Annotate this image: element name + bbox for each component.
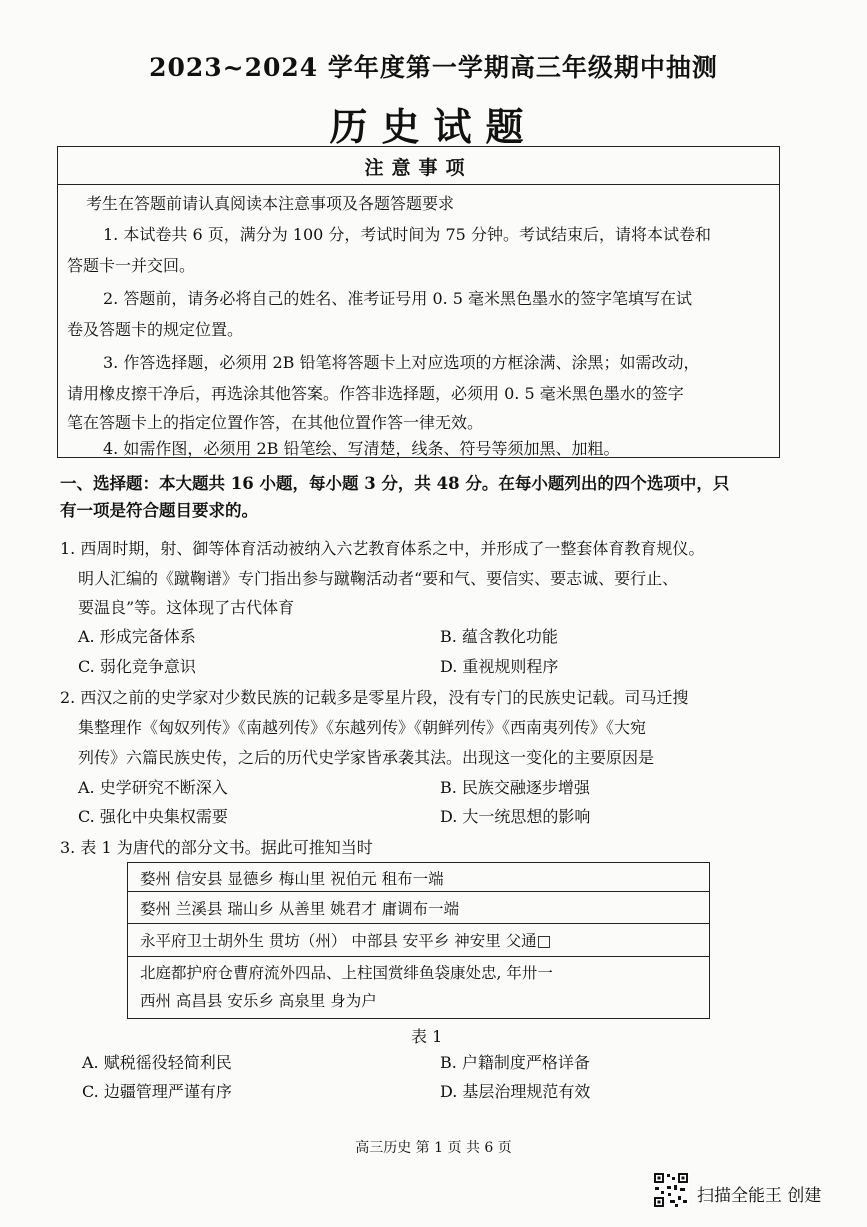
scanner-watermark: 扫描全能王 创建 [697,1186,822,1206]
notice-line: 请用橡皮擦干净后，再选涂其他答案。作答非选择题，必须用 0. 5 毫米黑色墨水的签字 [67,384,684,403]
question-2-option-a: A. 史学研究不断深入 [78,778,228,797]
subject-title: 历史试题 [329,104,538,149]
question-1-text: 明人汇编的《蹴鞠谱》专门指出参与蹴鞠活动者“要和气、要信实、要志诚、要行止、 [78,569,679,588]
question-2-text: 列传》六篇民族史传，之后的历代史学家皆承袭其法。出现这一变化的主要原因是 [78,748,655,767]
question-3-option-a: A. 赋税徭役轻简利民 [82,1053,232,1072]
section-heading: 一、选择题：本大题共 16 小题，每小题 3 分，共 48 分。在每小题列出的四个选项中，只 [60,474,730,493]
notice-line: 1. 本试卷共 6 页，满分为 100 分，考试时间为 75 分钟。考试结束后，请将本试卷和 [103,225,711,244]
question-3-option-c: C. 边疆管理严谨有序 [82,1082,232,1101]
notice-line: 答题卡一并交回。 [67,256,196,275]
question-2-text: 2. 西汉之前的史学家对少数民族的记载多是零星片段，没有专门的民族史记载。司马迁搜 [60,688,689,707]
notice-line: 考生在答题前请认真阅读本注意事项及各题答题要求 [86,194,455,213]
question-1-option-d: D. 重视规则程序 [440,657,559,676]
table-divider [128,956,709,957]
table-divider [128,891,709,892]
question-3-option-b: B. 户籍制度严格详备 [440,1053,590,1072]
question-1-option-c: C. 弱化竞争意识 [78,657,196,676]
qr-code-icon [653,1172,689,1208]
page-footer: 高三历史 第 1 页 共 6 页 [355,1140,512,1156]
table-row: 西州 高昌县 安乐乡 高泉里 身为户 [140,992,377,1010]
document-table [127,862,710,1019]
question-2-option-d: D. 大一统思想的影响 [440,807,591,826]
question-1-text: 要温良”等。这体现了古代体育 [78,598,295,617]
question-3-text: 3. 表 1 为唐代的部分文书。据此可推知当时 [60,838,373,857]
notice-line: 笔在答题卡上的指定位置作答，在其他位置作答一律无效。 [67,413,484,432]
table-divider [128,923,709,924]
exam-header-title: 2023~2024 学年度第一学期高三年级期中抽测 [149,53,718,82]
question-1-option-a: A. 形成完备体系 [78,627,196,646]
table-row: 北庭都护府仓曹府流外四品、上柱国赏绯鱼袋康处忠, 年卅一 [140,964,553,982]
question-1-text: 1. 西周时期，射、御等体育活动被纳入六艺教育体系之中，并形成了一整套体育教育规仪。 [60,539,705,558]
question-3-option-d: D. 基层治理规范有效 [440,1082,591,1101]
question-2-text: 集整理作《匈奴列传》《南越列传》《东越列传》《朝鲜列传》《西南夷列传》《大宛 [78,718,647,737]
table-row: 永平府卫士胡外生 贯坊（州） 中部县 安平乡 神安里 父通□ [140,932,552,950]
notice-line: 4. 如需作图，必须用 2B 铅笔绘、写清楚，线条、符号等须加黑、加粗。 [103,439,620,458]
notice-heading: 注意事项 [364,157,473,179]
notice-line: 3. 作答选择题，必须用 2B 铅笔将答题卡上对应选项的方框涂满、涂黑；如需改动， [103,353,700,372]
question-1-option-b: B. 蕴含教化功能 [440,627,558,646]
table-caption: 表 1 [411,1027,443,1046]
table-row: 婺州 兰溪县 瑞山乡 从善里 姚君才 庸调布一端 [140,900,460,918]
question-2-option-c: C. 强化中央集权需要 [78,807,228,826]
notice-divider [58,184,779,185]
notice-line: 2. 答题前，请务必将自己的姓名、准考证号用 0. 5 毫米黑色墨水的签字笔填写在试 [103,289,693,308]
notice-box [57,146,780,458]
question-2-option-b: B. 民族交融逐步增强 [440,778,590,797]
notice-line: 卷及答题卡的规定位置。 [67,320,244,339]
section-heading: 有一项是符合题目要求的。 [60,501,258,520]
table-row: 婺州 信安县 显德乡 梅山里 祝伯元 租布一端 [140,870,444,888]
